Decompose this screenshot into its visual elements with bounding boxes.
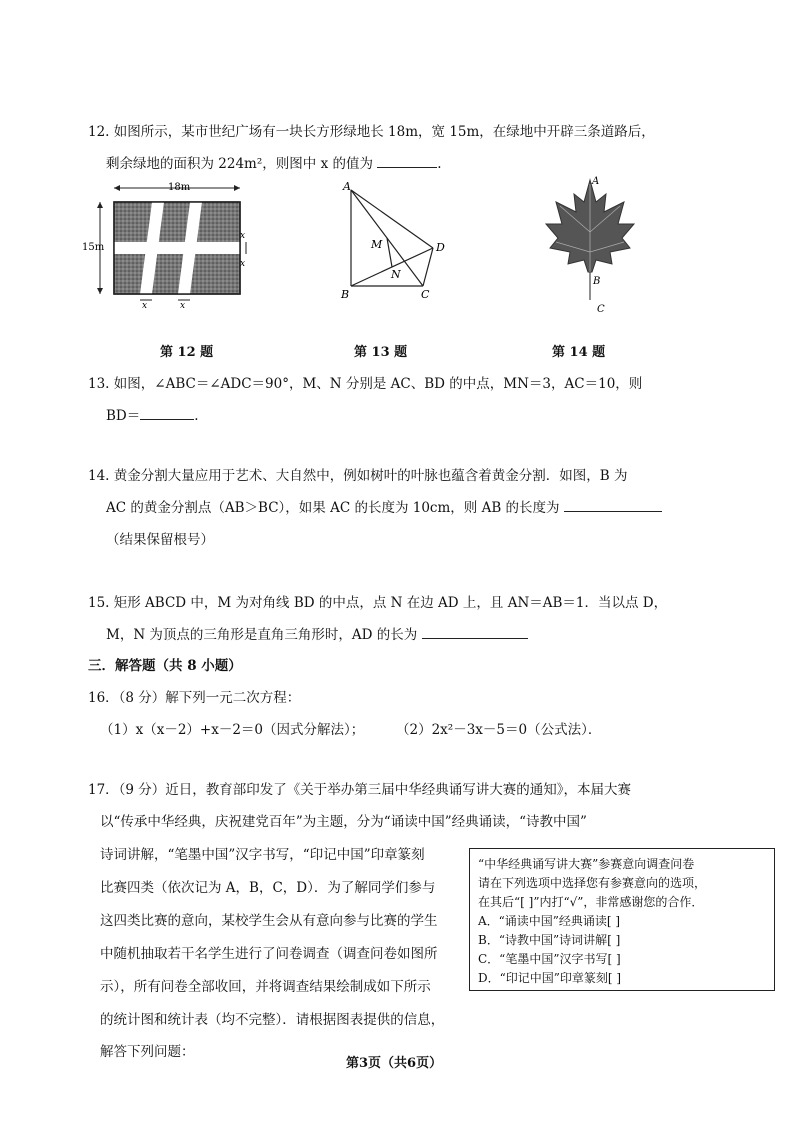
caption-fig13: 第 13 题 [354, 345, 408, 360]
q17-line9: 解答下列问题： [100, 1044, 195, 1060]
q13-line1: 13. 如图，∠ABC＝∠ADC＝90°，M、N 分别是 AC、BD 的中点，MN＝3，AC＝10，则 [88, 376, 643, 392]
q16-line1: 16．（8 分）解下列一元二次方程： [88, 690, 301, 706]
fig12-width-label: 18m [168, 182, 191, 193]
fig14-label-a: A [592, 176, 600, 187]
q13-line2-end: . [194, 408, 199, 424]
q16-part1: （1）x（x－2）+x－2＝0（因式分解法）； [100, 722, 365, 738]
survey-option-b: B．“诗教中国”诗词讲解[ ] [478, 933, 621, 947]
q17-line7: 示），所有问卷全部收回，并将调查结果绘制成如下所示 [100, 979, 431, 995]
survey-option-a: A．“诵读中国”经典诵读[ ] [478, 914, 621, 928]
survey-instruction-1: 请在下列选项中选择您有参赛意向的选项， [478, 876, 707, 890]
survey-option-d: D．“印记中国”印章篆刻[ ] [478, 971, 622, 985]
q17-line6: 中随机抽取若干名学生进行了问卷调查（调查问卷如图所 [100, 946, 438, 962]
svg-text:x: x [142, 301, 148, 308]
svg-text:x: x [240, 259, 246, 269]
fig13-label-c: C [421, 288, 430, 301]
q12-line2-text: 剩余绿地的面积为 224m²，则图中 x 的值为 [106, 156, 373, 172]
q17-line1: 17．（9 分）近日，教育部印发了《关于举办第三届中华经典诵写讲大赛的通知》，本届大赛 [88, 782, 632, 798]
q12-answer-blank [377, 153, 437, 168]
page-footer: 第3页（共6页） [346, 1056, 443, 1071]
fig13-label-b: B [341, 288, 350, 301]
caption-fig14: 第 14 题 [552, 345, 606, 360]
fig13-label-m: M [371, 238, 383, 251]
figure-13 [335, 178, 450, 303]
q17-line4: 比赛四类（依次记为 A，B，C，D）．为了解同学们参与 [100, 880, 436, 896]
figure-12 [80, 178, 260, 308]
fig13-label-n: N [391, 268, 401, 281]
section-3-heading: 三．解答题（共 8 小题） [88, 658, 242, 674]
q15-answer-blank [422, 624, 528, 639]
q12-line2 [106, 152, 442, 172]
q13-line2 [106, 404, 199, 424]
svg-text:x: x [240, 231, 246, 241]
fig14-label-c: C [597, 304, 605, 315]
survey-instruction-2: 在其后“[ ]”内打“√”，非常感谢您的合作． [478, 895, 704, 909]
q14-answer-blank [564, 497, 662, 512]
fig12-height-label: 15m [82, 242, 105, 253]
q14-line2-text: AC 的黄金分割点（AB＞BC），如果 AC 的长度为 10cm，则 AB 的长度为 [106, 500, 560, 516]
q15-line1: 15. 矩形 ABCD 中，M 为对角线 BD 的中点，点 N 在边 AD 上，且 AN＝AB＝1．当以点 D， [88, 595, 668, 611]
q16-part2: （2）2x²－3x－5＝0（公式法）． [396, 722, 602, 738]
q14-line3: （结果保留根号） [106, 532, 214, 548]
figure-14-leaf [540, 172, 640, 317]
survey-option-c: C．“笔墨中国”汉字书写[ ] [478, 952, 621, 966]
fig13-label-a: A [343, 180, 351, 193]
q14-line1: 14. 黄金分割大量应用于艺术、大自然中，例如树叶的叶脉也蕴含着黄金分割．如图，B 为 [88, 468, 628, 484]
svg-text:x: x [180, 301, 186, 308]
survey-questionnaire-box [469, 848, 775, 991]
survey-title: “中华经典诵写讲大赛”参赛意向调查问卷 [478, 857, 695, 871]
caption-fig12: 第 12 题 [160, 345, 214, 360]
q17-line5: 这四类比赛的意向，某校学生会从有意向参与比赛的学生 [100, 913, 438, 929]
q13-answer-blank [140, 405, 194, 420]
fig14-label-b: B [593, 276, 601, 287]
q14-line2 [106, 496, 662, 516]
q15-line2-text: M，N 为顶点的三角形是直角三角形时，AD 的长为 [106, 627, 418, 643]
q13-line2-text: BD＝ [106, 408, 141, 424]
q17-line3: 诗词讲解，“笔墨中国”汉字书写，“印记中国”印章篆刻 [100, 847, 425, 863]
q12-line1: 12. 如图所示，某市世纪广场有一块长方形绿地长 18m，宽 15m，在绿地中开辟三条道路后， [88, 124, 655, 140]
q12-line2-end: . [437, 156, 442, 172]
q17-line2: 以“传承中华经典，庆祝建党百年”为主题，分为“诵读中国”经典诵读，“诗教中国” [100, 814, 587, 830]
fig13-label-d: D [436, 241, 445, 254]
q15-line2 [106, 623, 528, 643]
q17-line8: 的统计图和统计表（均不完整）．请根据图表提供的信息， [100, 1012, 445, 1028]
